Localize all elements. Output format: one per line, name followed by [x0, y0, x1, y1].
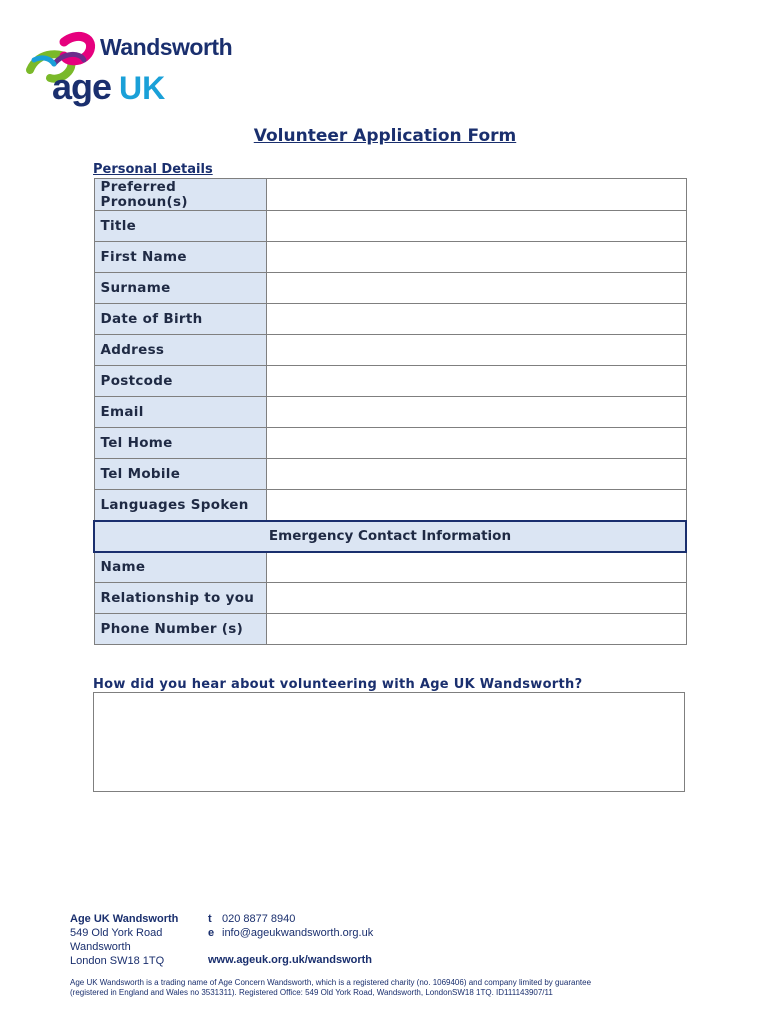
- field-label-email: Email: [94, 397, 266, 428]
- footer-phone-key: t: [208, 913, 212, 925]
- table-row: [94, 179, 686, 211]
- footer-website-link[interactable]: www.ageuk.org.uk/wandsworth: [208, 954, 373, 966]
- application-table: [93, 178, 687, 645]
- field-label-tel-home: Tel Home: [94, 428, 266, 459]
- field-label-first-name: First Name: [94, 242, 266, 273]
- footer-phone-number[interactable]: 020 8877 8940: [222, 913, 296, 925]
- field-input-tel-mobile[interactable]: [266, 459, 686, 490]
- footer-legal-line: Age UK Wandsworth is a trading name of Age Concern Wandsworth, which is a registered charity (no. 1069406) and company limited by guarantee: [70, 978, 592, 987]
- footer-address-line: 549 Old York Road: [70, 927, 163, 939]
- logo-age-text: age: [52, 66, 112, 107]
- table-row: [94, 304, 686, 335]
- footer-address: [70, 912, 178, 968]
- footer-email-key: e: [208, 927, 215, 939]
- footer-legal-text: [70, 978, 710, 998]
- field-input-emergency-name[interactable]: [266, 552, 686, 583]
- field-label-date-of-birth: Date of Birth: [94, 304, 266, 335]
- field-input-first-name[interactable]: [266, 242, 686, 273]
- logo-uk-text: UK: [119, 70, 166, 106]
- footer-email-address[interactable]: info@ageukwandsworth.org.uk: [222, 927, 374, 939]
- logo-wandsworth-text: Wandsworth: [100, 34, 233, 60]
- field-input-phone-numbers[interactable]: [266, 614, 686, 645]
- footer-legal-line: (registered in England and Wales no 3531311). Registered Office: 549 Old York Road, Wandsworth, LondonSW18 1TQ. ID111143907/11: [70, 988, 553, 997]
- field-input-languages[interactable]: [266, 490, 686, 521]
- field-label-surname: Surname: [94, 273, 266, 304]
- table-row: [94, 397, 686, 428]
- page-title: Volunteer Application Form: [253, 126, 517, 146]
- table-row: [94, 273, 686, 304]
- table-row: [94, 490, 686, 521]
- table-row: [94, 459, 686, 490]
- table-row: [94, 335, 686, 366]
- field-label-relationship: Relationship to you: [94, 583, 266, 614]
- field-input-surname[interactable]: [266, 273, 686, 304]
- table-row: [94, 552, 686, 583]
- footer-address-line: Wandsworth: [70, 941, 131, 953]
- field-input-pronouns[interactable]: [266, 179, 686, 211]
- field-input-address[interactable]: [266, 335, 686, 366]
- table-row: [94, 242, 686, 273]
- how-did-you-hear-question: How did you hear about volunteering with Age UK Wandsworth?: [93, 677, 583, 692]
- field-input-postcode[interactable]: [266, 366, 686, 397]
- emergency-contact-heading: Emergency Contact Information: [94, 521, 686, 552]
- table-row: [94, 428, 686, 459]
- field-input-email[interactable]: [266, 397, 686, 428]
- footer-email: [208, 926, 373, 940]
- field-label-postcode: Postcode: [94, 366, 266, 397]
- field-label-address: Address: [94, 335, 266, 366]
- field-input-tel-home[interactable]: [266, 428, 686, 459]
- field-input-relationship[interactable]: [266, 583, 686, 614]
- table-row: [94, 366, 686, 397]
- how-did-you-hear-answer[interactable]: [93, 692, 685, 792]
- footer-contact: [208, 912, 373, 940]
- table-row: [94, 211, 686, 242]
- field-input-date-of-birth[interactable]: [266, 304, 686, 335]
- field-label-phone-numbers: Phone Number (s): [94, 614, 266, 645]
- personal-details-heading: Personal Details: [93, 162, 213, 177]
- field-label-tel-mobile: Tel Mobile: [94, 459, 266, 490]
- footer-phone: [208, 912, 373, 926]
- age-uk-wandsworth-logo: [24, 30, 233, 112]
- field-label-pronouns: Preferred Pronoun(s): [94, 179, 266, 211]
- table-row: [94, 614, 686, 645]
- field-input-title[interactable]: [266, 211, 686, 242]
- emergency-header-row: [94, 521, 686, 552]
- footer-org-name: Age UK Wandsworth: [70, 913, 179, 925]
- field-label-emergency-name: Name: [94, 552, 266, 583]
- table-row: [94, 583, 686, 614]
- footer-address-line: London SW18 1TQ: [70, 955, 165, 967]
- field-label-languages: Languages Spoken: [94, 490, 266, 521]
- field-label-title: Title: [94, 211, 266, 242]
